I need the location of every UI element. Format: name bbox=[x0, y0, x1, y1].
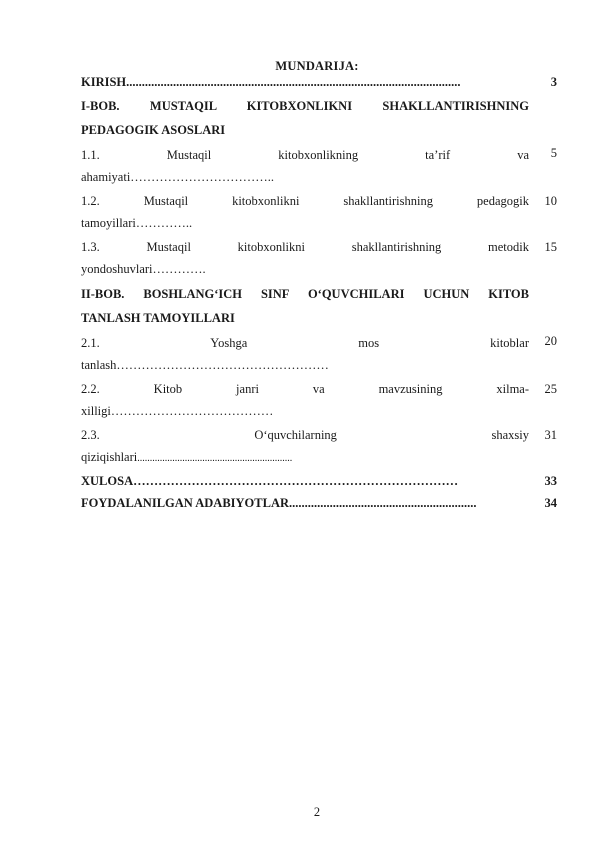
toc-entry-label: II-BOB. BOSHLANG‘ICH SINF O‘QUVCHILARI UCHUN KITOB bbox=[81, 287, 529, 301]
toc-entry-label: 2.3. O‘quvchilarning shaxsiy bbox=[81, 428, 529, 442]
toc-entry-page: 25 bbox=[544, 382, 557, 396]
toc-entry-2-1[interactable] bbox=[81, 330, 557, 378]
toc-entry-page: 15 bbox=[544, 240, 557, 254]
toc-title: MUNDARIJA: bbox=[275, 59, 359, 73]
toc-entry-xulosa[interactable] bbox=[81, 470, 557, 492]
toc-entry-label: 2.2. Kitob janri va mavzusining xilma- bbox=[81, 382, 529, 396]
toc-entry-chapter-1[interactable] bbox=[81, 94, 557, 142]
toc-entry-1-3[interactable] bbox=[81, 236, 557, 282]
toc-entry-label-continued: xilligi bbox=[81, 404, 111, 418]
toc-entry-label-continued: yondoshuvlari bbox=[81, 262, 153, 276]
toc-entry-dots: …………………………….. bbox=[130, 170, 275, 184]
toc-entry-page: 10 bbox=[544, 194, 557, 208]
toc-entry-label: 1.1. Mustaqil kitobxonlikning ta’rif va bbox=[81, 148, 529, 162]
toc-entry-dots: ........................................................................................................... bbox=[126, 75, 461, 89]
table-of-contents bbox=[81, 72, 557, 514]
toc-entry-page: 5 bbox=[550, 146, 557, 160]
toc-entry-label-continued: tanlash bbox=[81, 358, 117, 372]
toc-entry-2-2[interactable] bbox=[81, 378, 557, 424]
toc-entry-page: 31 bbox=[544, 428, 557, 442]
toc-entry-page: 3 bbox=[550, 75, 557, 89]
toc-entry-dots: ............................................................ bbox=[289, 496, 477, 510]
toc-entry-page: 33 bbox=[544, 474, 557, 488]
toc-entry-page: 34 bbox=[544, 496, 557, 510]
toc-entry-chapter-2[interactable] bbox=[81, 282, 557, 330]
toc-entry-dots: …………. bbox=[152, 262, 206, 276]
toc-entry-dots: …………………………………………………………………… bbox=[133, 474, 459, 488]
toc-entry-1-2[interactable] bbox=[81, 190, 557, 236]
toc-entry-kirish[interactable] bbox=[81, 72, 557, 94]
toc-entry-label: I-BOB. MUSTAQIL KITOBXONLIKNI SHAKLLANTIRISHNING bbox=[81, 99, 529, 113]
toc-entry-label: KIRISH bbox=[81, 75, 127, 89]
toc-entry-label-continued: PEDAGOGIK ASOSLARI bbox=[81, 123, 226, 137]
toc-entry-label: 1.3. Mustaqil kitobxonlikni shakllantirishning metodik bbox=[81, 240, 529, 254]
toc-entry-1-1[interactable] bbox=[81, 142, 557, 190]
toc-entry-label-continued: ahamiyati bbox=[81, 170, 131, 184]
toc-entry-dots: …………………………………………… bbox=[116, 358, 329, 372]
toc-entry-label: FOYDALANILGAN ADABIYOTLAR bbox=[81, 496, 290, 510]
toc-entry-label-continued: tamoyillari bbox=[81, 216, 136, 230]
toc-entry-label-continued: qiziqishlari bbox=[81, 450, 138, 464]
toc-entry-label: 1.2. Mustaqil kitobxonlikni shakllantirishning pedagogik bbox=[81, 194, 529, 208]
toc-entry-label-continued: TANLASH TAMOYILLARI bbox=[81, 311, 235, 325]
toc-entry-dots: .............................................................. bbox=[137, 453, 293, 464]
toc-entry-dots: ………………………………… bbox=[110, 404, 274, 418]
toc-entry-label: 2.1. Yoshga mos kitoblar bbox=[81, 336, 529, 350]
page-number: 2 bbox=[313, 805, 321, 819]
toc-entry-2-3[interactable] bbox=[81, 424, 557, 470]
toc-entry-dots: ………….. bbox=[135, 216, 193, 230]
toc-entry-label: XULOSA bbox=[81, 474, 134, 488]
toc-entry-page: 20 bbox=[544, 334, 557, 348]
toc-entry-adabiyotlar[interactable] bbox=[81, 492, 557, 514]
